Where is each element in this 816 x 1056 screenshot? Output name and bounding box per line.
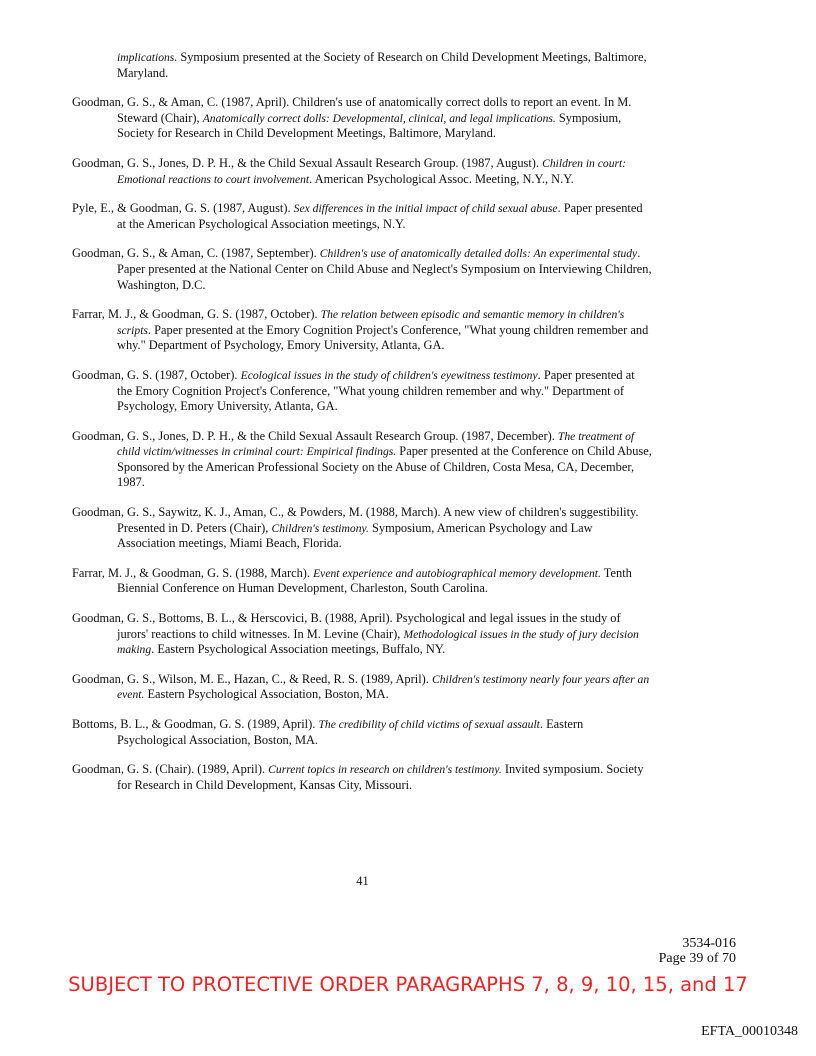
efta-identifier: EFTA_00010348: [701, 1024, 798, 1039]
page-number: 41: [356, 874, 369, 888]
reference-entry: Goodman, G. S., Jones, D. P. H., & the Child Sexual Assault Research Group. (1987, August). Children in court: Emotional reactions to court involvement. American Psychological Assoc. Meeting, N.Y., N.Y.: [72, 155, 627, 186]
reference-entry: Goodman, G. S., Jones, D. P. H., & the Child Sexual Assault Research Group. (1987, December). The treatment of child victim/witnesses in criminal court: Empirical findings. Paper presented at the Conference on Child Abuse, Sponsored by the American Professional Society on the Abuse of Children, Costa Mesa, CA, December, 1987.: [72, 428, 652, 490]
reference-entry: Goodman, G. S., Bottoms, B. L., & Herscovici, B. (1988, April). Psychological and legal issues in the study of jurors' reactions to child witnesses. In M. Levine (Chair), Methodological issues in the study of jury decision making. Eastern Psychological Association meetings, Buffalo, NY.: [72, 611, 639, 657]
reference-entry: Farrar, M. J., & Goodman, G. S. (1987, October). The relation between episodic and semantic memory in children's scripts. Paper presented at the Emory Cognition Project's Conference, "What young children remember and why." Department of Psychology, Emory University, Atlanta, GA.: [72, 307, 649, 353]
reference-entry: Farrar, M. J., & Goodman, G. S. (1988, March). Event experience and autobiographical memory development. Tenth Biennial Conference on Human Development, Charleston, South Carolina.: [72, 565, 632, 596]
reference-entry: Pyle, E., & Goodman, G. S. (1987, August). Sex differences in the initial impact of child sexual abuse. Paper presented at the American Psychological Association meetings, N.Y.: [72, 201, 643, 231]
reference-entry: implications. Symposium presented at the Society of Research on Child Development Meetings, Baltimore, Maryland.: [117, 50, 647, 80]
reference-entry: Goodman, G. S., & Aman, C. (1987, April). Children's use of anatomically correct dolls to report an event. In M. Steward (Chair), Anatomically correct dolls: Developmental, clinical, and legal implications. Symposium, Society for Research in Child Development Meetings, Baltimore, Maryland.: [72, 95, 632, 141]
reference-entry: Goodman, G. S., Wilson, M. E., Hazan, C., & Reed, R. S. (1989, April). Children's testimony nearly four years after an event. Eastern Psychological Association, Boston, MA.: [72, 671, 650, 702]
reference-entry: Goodman, G. S. (1987, October). Ecological issues in the study of children's eyewitness testimony. Paper presented at the Emory Cognition Project's Conference, "What young children remember and why." Department of Psychology, Emory University, Atlanta, GA.: [72, 367, 635, 414]
bates-stamp: [659, 936, 736, 966]
reference-list: [72, 50, 652, 807]
bates-page-count: Page 39 of 70: [658, 951, 736, 966]
reference-entry: Goodman, G. S., Saywitz, K. J., Aman, C., & Powders, M. (1988, March). A new view of children's suggestibility. Presented in D. Peters (Chair), Children's testimony. Symposium, American Psychology and Law Association meetings, Miami Beach, Florida.: [72, 505, 639, 551]
reference-entry: Bottoms, B. L., & Goodman, G. S. (1989, April). The credibility of child victims of sexual assault. Eastern Psychological Association, Boston, MA.: [72, 717, 584, 747]
protective-order-notice: SUBJECT TO PROTECTIVE ORDER PARAGRAPHS 7, 8, 9, 10, 15, and 17: [68, 973, 748, 996]
reference-entry: Goodman, G. S. (Chair). (1989, April). Current topics in research on children's testimony. Invited symposium. Society for Research in Child Development, Kansas City, Missouri.: [72, 762, 644, 792]
bates-case-number: 3534-016: [682, 936, 736, 951]
reference-entry: Goodman, G. S., & Aman, C. (1987, September). Children's use of anatomically detailed dolls: An experimental study. Paper presented at the National Center on Child Abuse and Neglect's Symposium on Interviewing Children, Washington, D.C.: [72, 246, 652, 292]
